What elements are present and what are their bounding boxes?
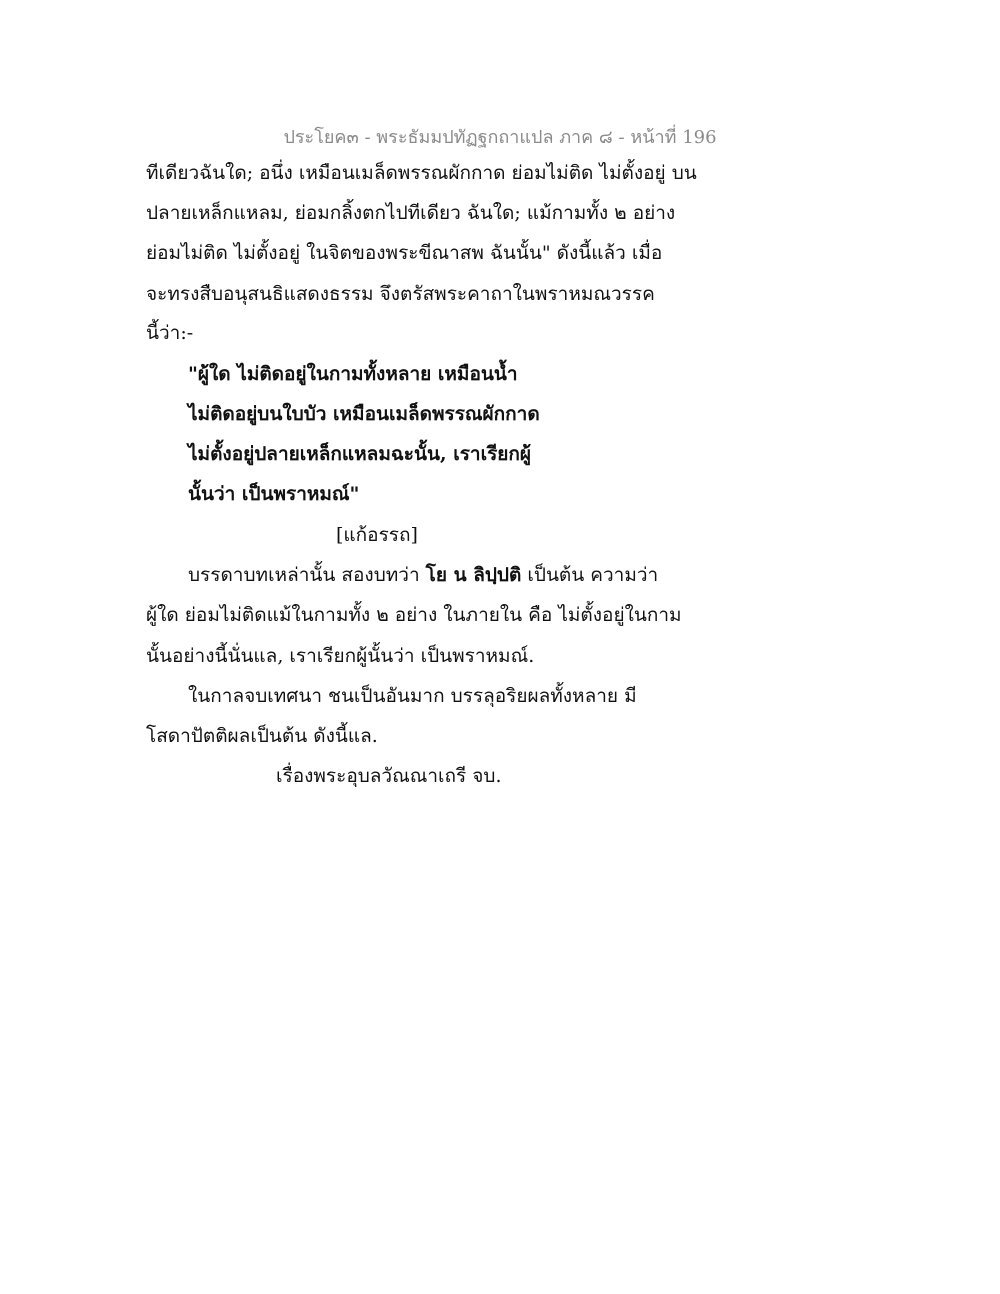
verse-line: ไม่ติดอยู่บนใบบัว เหมือนเมล็ดพรรณผักกาด <box>188 403 540 425</box>
verse-line: "ผู้ใด ไม่ติดอยู่ในกามทั้งหลาย เหมือนน้ำ <box>188 363 518 385</box>
conclusion-line: ในกาลจบเทศนา ชนเป็นอันมาก บรรลุอริยผลทั้งหลาย มี <box>188 685 637 707</box>
explanation-line: ผู้ใด ย่อมไม่ติดแม้ในกามทั้ง ๒ อย่าง ในภายใน คือ ไม่ตั้งอยู่ในกาม <box>146 604 682 626</box>
body-line: จะทรงสืบอนุสนธิแสดงธรรม จึงตรัสพระคาถาในพราหมณวรรค <box>146 283 655 305</box>
body-line: ย่อมไม่ติด ไม่ตั้งอยู่ ในจิตของพระขีณาสพ ฉันนั้น" ดังนี้แล้ว เมื่อ <box>146 242 663 264</box>
body-line: ทีเดียวฉันใด; อนึ่ง เหมือนเมล็ดพรรณผักกาด ย่อมไม่ติด ไม่ตั้งอยู่ บน <box>146 162 697 184</box>
explanation-line: นั้นอย่างนี้นั่นแล, เราเรียกผู้นั้นว่า เป็นพราหมณ์. <box>146 645 535 667</box>
story-end: เรื่องพระอุบลวัณณาเถรี จบ. <box>276 765 502 787</box>
body-line: ปลายเหล็กแหลม, ย่อมกลิ้งตกไปทีเดียว ฉันใด; แม้กามทั้ง ๒ อย่าง <box>146 202 676 224</box>
explanation-line <box>188 562 658 588</box>
verse-line: นั้นว่า เป็นพราหมณ์" <box>188 483 360 505</box>
conclusion-line: โสดาปัตติผลเป็นต้น ดังนี้แล. <box>146 725 378 747</box>
explanation-text: เป็นต้น ความว่า <box>521 564 659 586</box>
pali-term: โย น ลิปฺปติ <box>425 564 522 586</box>
page-header: ประโยค๓ - พระธัมมปทัฏฐกถาแปล ภาค ๘ - หน้าที่ 196 <box>283 127 717 148</box>
verse-line: ไม่ตั้งอยู่ปลายเหล็กแหลมฉะนั้น, เราเรียกผู้ <box>188 443 532 465</box>
verse-caption: [แก้อรรถ] <box>336 524 418 546</box>
explanation-text: บรรดาบทเหล่านั้น สองบทว่า <box>188 564 426 586</box>
body-line: นี้ว่า:- <box>146 322 194 344</box>
